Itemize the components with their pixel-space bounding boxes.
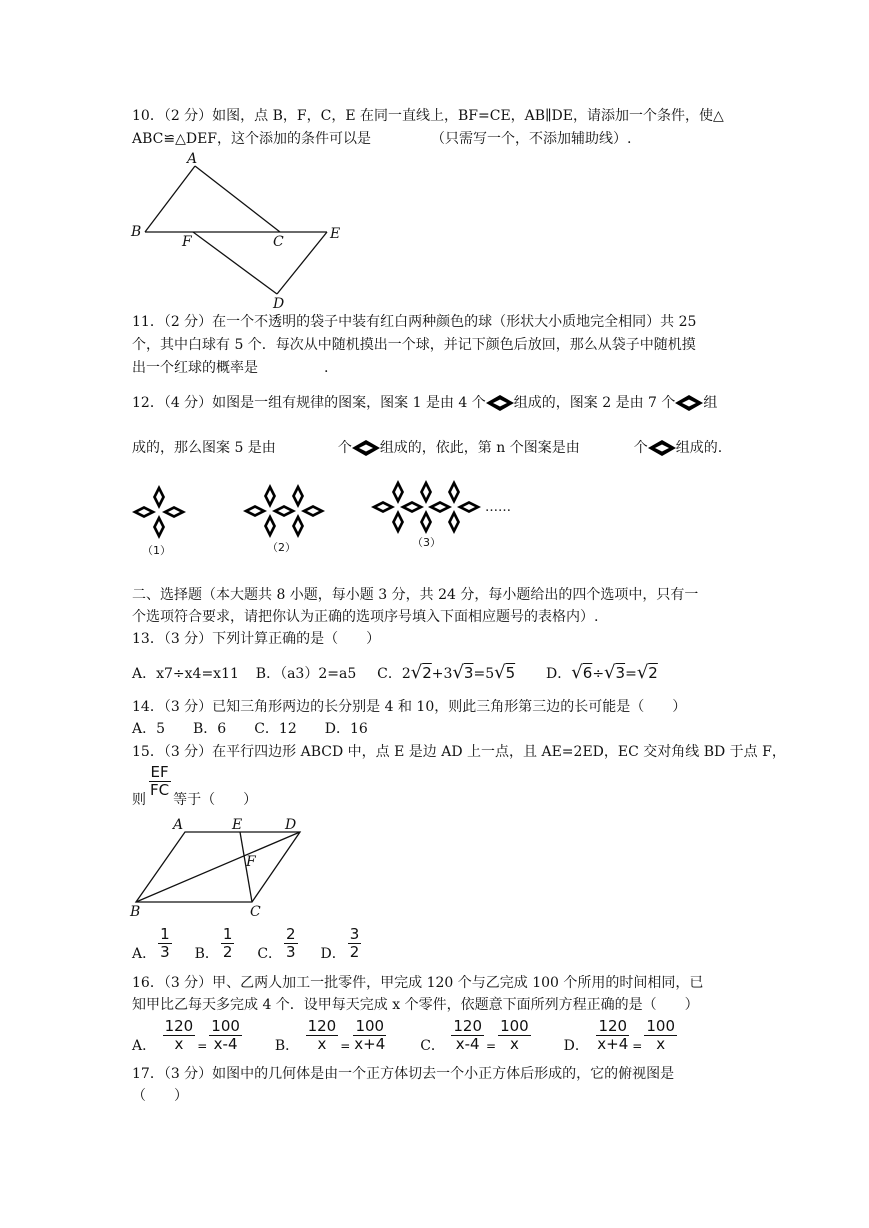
q13-stem: 13．（3 分）下列计算正确的是（ ）	[132, 631, 381, 647]
q15-ratio: $\frac{EF}{FC}$	[150, 763, 170, 799]
q15-post: 等于（ ）	[173, 791, 258, 808]
q14-stem: 14．（3 分）已知三角形两边的长分别是 4 和 10，则此三角形第三边的长可能是（ ）	[132, 699, 687, 715]
q15-label-f: F	[246, 854, 256, 870]
q11-line3b: .	[324, 360, 329, 376]
q10-label-d: D	[273, 296, 285, 312]
q11-line3	[132, 358, 328, 378]
q15-label-b: B	[130, 904, 141, 920]
q10-line-ab	[145, 166, 195, 232]
q12-l2b: 个	[337, 440, 352, 456]
q10-label-f: F	[182, 234, 192, 250]
q16-option-d: $\frac{120}{x+4}$ = $\frac{100}{x}$	[597, 1017, 675, 1053]
q10-figure	[128, 150, 348, 312]
q12-pattern-1	[132, 485, 186, 539]
radical-icon: √	[410, 662, 423, 683]
q10-line-fd	[193, 232, 277, 294]
q13-option-c: C．2√2+3√3=5√5	[377, 662, 516, 683]
rhombus-icon	[648, 440, 676, 456]
q10-label-a: A	[187, 151, 198, 167]
q17-line2: （ ）	[132, 1088, 188, 1104]
q15-options	[132, 926, 363, 961]
q10-line-ac	[195, 166, 280, 232]
radical-icon: √	[636, 662, 649, 683]
q10-line-ed	[277, 232, 327, 294]
q12-figure	[128, 474, 528, 558]
q15-option-d: $\frac{3}{2}$	[349, 925, 360, 961]
q12-cap-1: （1）	[142, 544, 171, 557]
q12-pattern-2	[243, 484, 325, 538]
q15-option-d-label: D．	[320, 945, 346, 962]
q12-cap-3: （3）	[412, 536, 441, 549]
section2-line2: 个选项符合要求，请把你认为正确的选项序号填入下面相应题号的表格内）.	[132, 609, 599, 625]
q11-line2: 个，其中白球有 5 个．每次从中随机摸出一个球，并记下颜色后放回，那么从袋子中随机摸	[132, 337, 696, 353]
q12-dots: ……	[485, 500, 511, 515]
q13-option-d: D．√6÷√3=√2	[546, 662, 658, 683]
q10-line2	[132, 129, 631, 149]
q12-line2	[132, 438, 722, 458]
q11-line1: 11．（2 分）在一个不透明的袋子中装有红白两种颜色的球（形状大小质地完全相同）共 25	[132, 314, 697, 330]
rhombus-icon	[352, 440, 380, 456]
q15-option-b-label: B．	[194, 945, 219, 962]
q13-options	[132, 663, 658, 684]
q14-options: A．5 B．6 C．12 D．16	[132, 721, 368, 737]
q12-pattern-3	[371, 480, 481, 534]
q12-cap-2: （2）	[267, 541, 296, 554]
q16-line2: 知甲比乙每天多完成 4 个．设甲每天完成 x 个零件，依题意下面所列方程正确的是（ ）	[132, 997, 699, 1013]
radical-icon: √	[571, 662, 583, 683]
q12-l2a: 成的，那么图案 5 是由	[132, 440, 276, 456]
q10-line2a: ABC≌△DEF，这个添加的条件可以是	[132, 131, 372, 147]
q12-l1b: 组成的，图案 2 是由 7 个	[513, 395, 676, 411]
q12-l2e: 组成的.	[675, 440, 723, 456]
q15-stem: 15．（3 分）在平行四边形 ABCD 中，点 E 是边 AD 上一点，且 AE=2ED，EC 交对角线 BD 于点 F，	[132, 744, 786, 760]
q12-l2c: 组成的，依此，第 n 个图案是由	[379, 440, 580, 456]
q13-option-a: A．x7÷x4=x11	[132, 666, 239, 682]
q16-option-d-label: D．	[563, 1037, 589, 1054]
radical-icon: √	[604, 662, 616, 683]
q10-label-c: C	[273, 234, 284, 250]
radical-icon: √	[494, 662, 506, 683]
section2-line1: 二、选择题（本大题共 8 小题，每小题 3 分，共 24 分，每小题给出的四个选项中，只有一	[132, 587, 699, 603]
q10-line2b: （只需写一个，不添加辅助线）.	[431, 131, 632, 147]
q16-option-a-label: A．	[132, 1037, 157, 1054]
q12-l1a: 12．（4 分）如图是一组有规律的图案，图案 1 是由 4 个	[132, 395, 486, 411]
q15-label-a: A	[173, 817, 184, 833]
q16-option-a: $\frac{120}{x}$ = $\frac{100}{x-4}$	[164, 1017, 240, 1053]
q17-line1: 17．（3 分）如图中的几何体是由一个正方体切去一个小正方体后形成的，它的俯视图是	[132, 1066, 675, 1082]
q10-label-b: B	[131, 224, 142, 240]
q13-option-b: B．（a3）2=a5	[255, 666, 357, 682]
q12-l1c: 组	[703, 395, 718, 411]
q15-option-c: $\frac{2}{3}$	[286, 925, 296, 961]
q15-option-b: $\frac{1}{2}$	[222, 925, 233, 961]
q10-label-e: E	[330, 226, 341, 242]
q16-line1: 16．（3 分）甲、乙两人加工一批零件，甲完成 120 个与乙完成 100 个所用的时间相同，已	[132, 975, 704, 991]
rhombus-icon	[675, 395, 703, 411]
q11-line3a: 出一个红球的概率是	[132, 360, 258, 376]
q16-option-b: $\frac{120}{x}$ = $\frac{100}{x+4}$	[307, 1017, 386, 1053]
q16-options	[132, 1018, 679, 1053]
q15-pre: 则	[132, 791, 146, 808]
q15-option-a-label: A．	[132, 945, 157, 962]
q15-label-d: D	[285, 817, 297, 833]
q12-l2d: 个	[633, 440, 648, 456]
q15-option-c-label: C．	[257, 945, 283, 962]
q16-option-c: $\frac{120}{x-4}$ = $\frac{100}{x}$	[453, 1017, 529, 1053]
q16-option-b-label: B．	[274, 1037, 300, 1054]
q10-line1: 10．（2 分）如图，点 B，F，C，E 在同一直线上，BF=CE，AB∥DE，请添加一个条件，使△	[132, 108, 724, 124]
q16-option-c-label: C．	[420, 1037, 445, 1054]
q15-label-e: E	[232, 817, 243, 833]
q15-label-c: C	[250, 904, 261, 920]
q15-figure	[128, 814, 318, 920]
radical-icon: √	[452, 662, 464, 683]
q15-option-a: $\frac{1}{3}$	[160, 925, 170, 961]
q15-fraction-line	[132, 763, 258, 808]
rhombus-icon	[486, 395, 514, 411]
q12-line1	[132, 393, 717, 413]
